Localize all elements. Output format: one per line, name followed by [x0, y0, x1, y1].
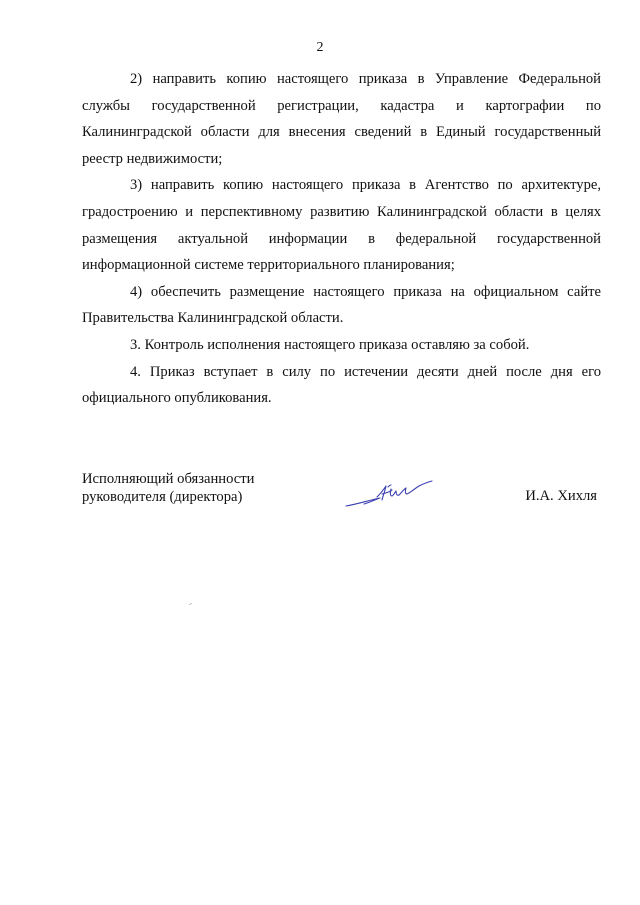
scan-speck: [189, 603, 192, 605]
signature-block: [82, 470, 601, 530]
page-number: 2: [316, 40, 324, 55]
signer-position-line-1: Исполняющий обязанности: [82, 471, 255, 487]
item-3-control: 3. Контроль исполнения настоящего приказа оставляю за собой.: [130, 336, 530, 353]
clause-3-architecture-agency: 3) направить копию настоящего приказа в Агентство по архитектуре, градостроению и перспективному развитию Калининградской области в целях размещения актуальной информации в федеральной государственной информационной системе территориального планирования;: [82, 177, 601, 274]
order-body: [82, 66, 601, 412]
signer-name: И.А. Хихля: [525, 488, 597, 504]
clause-2-registration: 2) направить копию настоящего приказа в Управление Федеральной службы государственной регистрации, кадастра и картографии по Калининградской области для внесения сведений в Единый государственный реестр недвижимости;: [82, 71, 601, 167]
signer-position: [82, 470, 254, 506]
handwritten-signature: [344, 476, 434, 510]
signer-position-line-2: руководителя (директора): [82, 489, 243, 505]
clause-4-publication: 4) обеспечить размещение настоящего приказа на официальном сайте Правительства Калининградской области.: [82, 283, 601, 327]
item-4-effective-date: 4. Приказ вступает в силу по истечении десяти дней после дня его официального опубликования.: [82, 363, 601, 407]
